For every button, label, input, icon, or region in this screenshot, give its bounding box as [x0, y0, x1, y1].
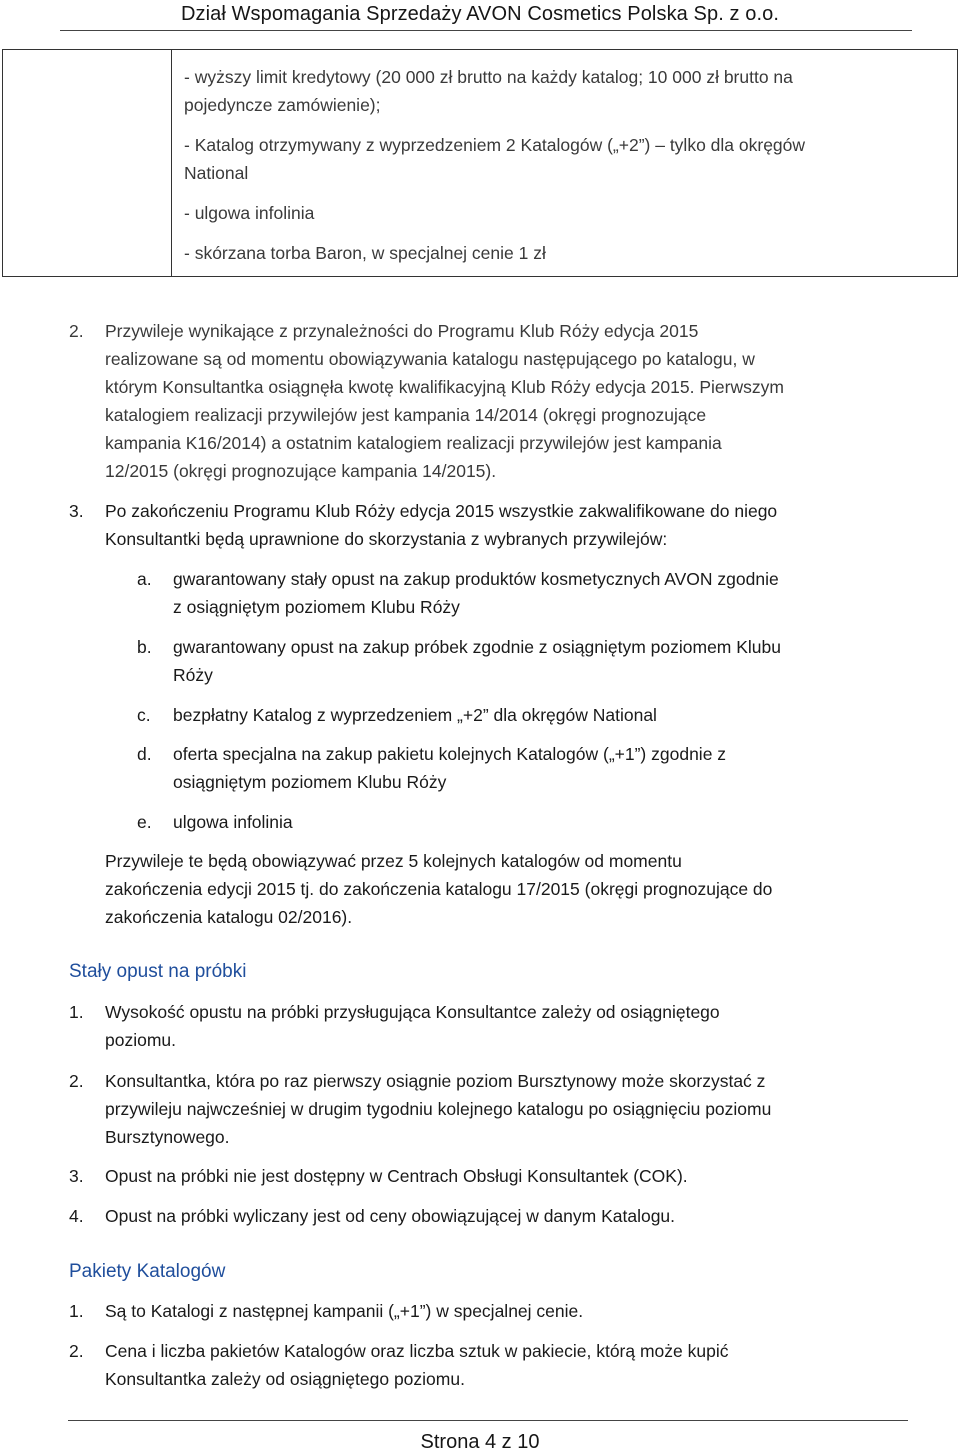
box-line: National: [184, 163, 249, 183]
item-number: 2.: [69, 321, 84, 341]
paragraph-line: 12/2015 (okręgi prognozujące kampania 14/2015).: [105, 461, 497, 481]
paragraph-line: Opust na próbki nie jest dostępny w Centrach Obsługi Konsultantek (COK).: [105, 1166, 688, 1186]
box-line: - ulgowa infolinia: [184, 203, 315, 223]
sub-item-letter: e.: [137, 812, 152, 832]
sub-item-line: oferta specjalna na zakup pakietu kolejnych Katalogów („+1”) zgodnie z: [173, 744, 727, 764]
page-number: Strona 4 z 10: [420, 1431, 540, 1453]
item-number: 2.: [69, 1071, 84, 1091]
sub-item-line: gwarantowany opust na zakup próbek zgodnie z osiągniętym poziomem Klubu: [173, 637, 781, 657]
box-line: - skórzana torba Baron, w specjalnej cenie 1 zł: [184, 243, 546, 263]
sub-item-line: osiągniętym poziomem Klubu Róży: [173, 772, 447, 792]
page-header: Dział Wspomagania Sprzedaży AVON Cosmetics Polska Sp. z o.o.: [180, 3, 780, 25]
samples-item-1: [69, 998, 908, 1054]
section-heading-samples: Stały opust na próbki: [69, 961, 247, 982]
sub-item-line: bezpłatny Katalog z wyprzedzeniem „+2” dla okręgów National: [173, 705, 657, 725]
box-line: - Katalog otrzymywany z wyprzedzeniem 2 Katalogów („+2”) – tylko dla okręgów: [184, 135, 806, 155]
paragraph-line: Opust na próbki wyliczany jest od ceny obowiązującej w danym Katalogu.: [105, 1206, 676, 1226]
paragraph-line: Konsultantka, która po raz pierwszy osiągnie poziom Bursztynowy może skorzystać z: [105, 1071, 766, 1091]
sub-item-line: ulgowa infolinia: [173, 812, 293, 832]
paragraph-line: Są to Katalogi z następnej kampanii („+1”) w specjalnej cenie.: [105, 1301, 584, 1321]
packages-item-1: [69, 1297, 908, 1325]
box-line: - wyższy limit kredytowy (20 000 zł brutto na każdy katalog; 10 000 zł brutto na: [184, 67, 793, 87]
packages-item-2: [69, 1337, 908, 1393]
paragraph-line: realizowane są od momentu obowiązywania katalogu następującego po katalogu, w: [105, 349, 755, 369]
privileges-table: [2, 49, 958, 277]
sub-item-d: [137, 740, 908, 796]
samples-item-3: [69, 1162, 908, 1190]
header-divider: [60, 30, 912, 31]
paragraph-line: Bursztynowego.: [105, 1127, 230, 1147]
sub-item-line: z osiągniętym poziomem Klubu Róży: [173, 597, 460, 617]
sub-item-a: [137, 565, 908, 621]
item-number: 2.: [69, 1341, 84, 1361]
sub-item-c: [137, 701, 908, 729]
list-item-3: [69, 497, 908, 553]
paragraph-line: Przywileje wynikające z przynależności do Programu Klub Róży edycja 2015: [105, 321, 699, 341]
sub-item-line: Róży: [173, 665, 213, 685]
sub-item-letter: b.: [137, 637, 152, 657]
box-line: pojedyncze zamówienie);: [184, 95, 381, 115]
paragraph-line: zakończenia katalogu 02/2016).: [105, 907, 353, 927]
paragraph-line: przywileju najwcześniej w drugim tygodniu kolejnego katalogu po osiągnięciu poziomu: [105, 1099, 772, 1119]
footer-divider: [68, 1420, 908, 1421]
item-number: 1.: [69, 1301, 84, 1321]
sub-item-e: [137, 808, 908, 836]
paragraph-line: kampania K16/2014) a ostatnim katalogiem realizacji przywilejów jest kampania: [105, 433, 722, 453]
paragraph-line: Przywileje te będą obowiązywać przez 5 kolejnych katalogów od momentu: [105, 851, 682, 871]
samples-item-4: [69, 1202, 908, 1230]
paragraph-line: zakończenia edycji 2015 tj. do zakończenia katalogu 17/2015 (okręgi prognozujące do: [105, 879, 773, 899]
sub-item-letter: d.: [137, 744, 152, 764]
item-number: 4.: [69, 1206, 84, 1226]
sub-item-b: [137, 633, 908, 689]
sub-item-line: gwarantowany stały opust na zakup produktów kosmetycznych AVON zgodnie: [173, 569, 779, 589]
paragraph-line: którym Konsultantka osiągnęła kwotę kwalifikacyjną Klub Róży edycja 2015. Pierwszym: [105, 377, 784, 397]
paragraph-line: Cena i liczba pakietów Katalogów oraz liczba sztuk w pakiecie, którą może kupić: [105, 1341, 729, 1361]
samples-item-2: [69, 1067, 908, 1151]
item-number: 3.: [69, 1166, 84, 1186]
closing-paragraph: [105, 847, 908, 931]
table-right-cell: [184, 63, 947, 267]
item-number: 3.: [69, 501, 84, 521]
paragraph-line: poziomu.: [105, 1030, 177, 1050]
paragraph-line: Konsultantka zależy od osiągniętego poziomu.: [105, 1369, 465, 1389]
section-heading-packages: Pakiety Katalogów: [69, 1261, 226, 1282]
list-item-2: [69, 317, 908, 485]
sub-item-letter: a.: [137, 569, 152, 589]
paragraph-line: Wysokość opustu na próbki przysługująca Konsultantce zależy od osiągniętego: [105, 1002, 720, 1022]
paragraph-line: Po zakończeniu Programu Klub Róży edycja 2015 wszystkie zakwalifikowane do niego: [105, 501, 778, 521]
paragraph-line: katalogiem realizacji przywilejów jest kampania 14/2014 (okręgi prognozujące: [105, 405, 707, 425]
paragraph-line: Konsultantki będą uprawnione do skorzystania z wybranych przywilejów:: [105, 529, 668, 549]
table-left-cell: [3, 50, 172, 276]
sub-item-letter: c.: [137, 705, 151, 725]
item-number: 1.: [69, 1002, 84, 1022]
